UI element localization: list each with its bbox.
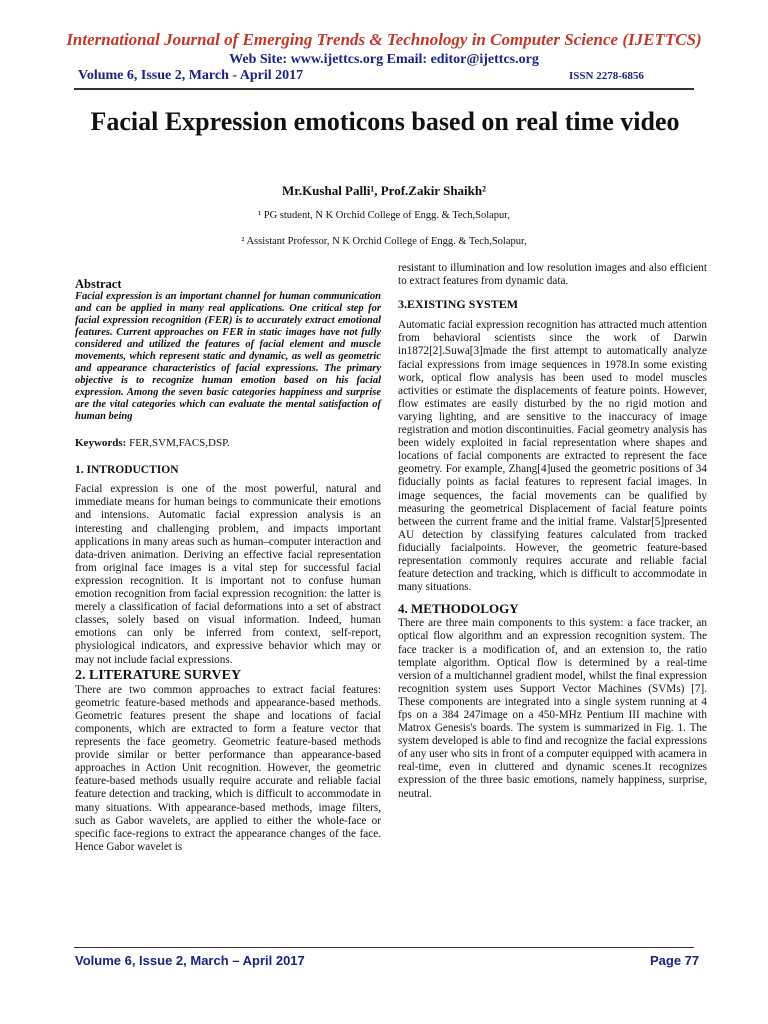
affiliation-1: ¹ PG student, N K Orchid College of Engg. & Tech,Solapur,	[257, 210, 510, 221]
journal-name: International Journal of Emerging Trends & Technology in Computer Science (IJETTCS)	[66, 30, 702, 49]
left-column	[75, 278, 381, 854]
abstract-text: Facial expression is an important channel for human communication and can be applied in many real applications. One critical step for facial expression recognition (FER) is to accurately extract emotional features. Current approaches on FER in static images have not fully considered and utilized the features of facial element and muscle movements, which represent static and dynamic, as well as geometric and appearance characteristics of facial expressions. The primary objective is to recognize human emotion based on his facial expression. Among the seven basic categories happiness and surprise are the vital categories which can evaluate the mental satisfaction of human being	[75, 291, 381, 423]
journal-website: Web Site: www.ijettcs.org Email: editor@ijettcs.org	[229, 52, 539, 67]
methodology-heading: 4. METHODOLOGY	[398, 601, 519, 617]
authors: Mr.Kushal Palli¹, Prof.Zakir Shaikh²	[281, 183, 487, 198]
intro-heading: 1. INTRODUCTION	[75, 464, 179, 477]
literature-text: There are two common approaches to extract facial features: geometric feature-based methods and appearance-based methods. Geometric features present the shape and locations of facial components, which are extracted to form a feature vector that represents the face geometry. Geometric feature-based methods provide similar or better performance than appearance-based approaches in Action Unit recognition. However, the geometric feature-based methods usually require accurate and reliable facial feature detection and tracking, which is difficult to accommodate in many situations. With appearance-based methods, image filters, such as Gabor wavelets, are applied to either the whole-face or specific face-regions to extract the appearance changes of the face. Hence Gabor wavelet is	[75, 683, 381, 853]
issn: ISSN 2278-6856	[569, 70, 644, 82]
intro-text: Facial expression is one of the most powerful, natural and immediate means for human beings to communicate their emotions and intensions. Automatic facial expression analysis is an interesting and challenging problem, and impacts important applications in many areas such as human–computer interaction and data-driven animation. Deriving an effective facial representation from original face images is a vital step for successful facial expression recognition. It is important not to confuse human emotion recognition from facial expression recognition: the latter is merely a classification of facial deformations into a set of abstract classes, solely based on visual information. Indeed, human emotions can only be inferred from context, self-report, physiological indicators, and expressive behavior which may or may not include facial expressions.	[75, 483, 381, 666]
header-divider	[74, 88, 694, 90]
keywords-value: FER,SVM,FACS,DSP.	[126, 437, 230, 450]
keywords-label: Keywords:	[75, 437, 127, 450]
page-number: Page 77	[650, 953, 700, 968]
existing-system-text: Automatic facial expression recognition has attracted much attention from behavioral scientists since the work of Darwin in1872[2].Suwa[3]made the first attempt to automatically analyze facial expressions from image sequences in 1978.In some existing work, optical flow analysis has been used to model muscles activities or estimate the displacements of feature points. However, flow estimates are easily disturbed by the no rigid motion and varying lighting, and are sensitive to the inaccuracy of image registration and motion discontinuities. Facial geometry analysis has been widely exploited in facial representation where shapes and locations of facial components are extracted to represent the face geometry. For example, Zhang[4]used the geometric positions of 34 fiducially points as facial features to represent facial images. In image sequences, the facial movements can be qualified by measuring the geometrical Displacement of facial feature points between the current frame and the initial frame. Valstar[5]presented AU detection by classifying features calculated from tracked fiducially facialpoints. However, the geometric feature-based representation commonly requires accurate and reliable facial feature detection and tracking, which is difficult to accommodate in many situations.	[398, 319, 707, 594]
paper-title: Facial Expression emoticons based on real time video	[90, 107, 680, 136]
volume-issue: Volume 6, Issue 2, March - April 2017	[78, 68, 304, 83]
abstract-heading: Abstract	[75, 277, 122, 291]
footer-volume: Volume 6, Issue 2, March – April 2017	[75, 953, 305, 968]
methodology-text: There are three main components to this system: a face tracker, an optical flow algorithm and an expression recognition system. The face tracker is a modification of, and an extension to, the ratio template algorithm. Optical flow is determined by a real-time version of a multichannel gradient model, whilst the final expression recognition system uses Support Vector Machines (SVMs) [7]. These components are integrated into a single system running at 4 fps on a 384 247image on a 450-MHz Pentium III machine with Matrox Genesis's boards. The system is summarized in Fig. 1. The system developed is able to find and recognize the facial expressions of any user who sits in front of a computer equipped with acamera in real-time, even in cluttered and dynamic scenes.It recognizes expression of the three basic emotions, namely happiness, surprise, neutral.	[398, 617, 707, 800]
affiliation-2: ² Assistant Professor, N K Orchid College of Engg. & Tech,Solapur,	[241, 236, 527, 247]
existing-system-heading: 3.EXISTING SYSTEM	[398, 297, 519, 312]
literature-continued: resistant to illumination and low resolution images and also efficient to extract features from dynamic data.	[398, 262, 707, 288]
keywords	[75, 437, 381, 450]
right-column	[398, 262, 707, 801]
literature-heading: 2. LITERATURE SURVEY	[75, 667, 242, 683]
footer-divider	[74, 947, 694, 948]
